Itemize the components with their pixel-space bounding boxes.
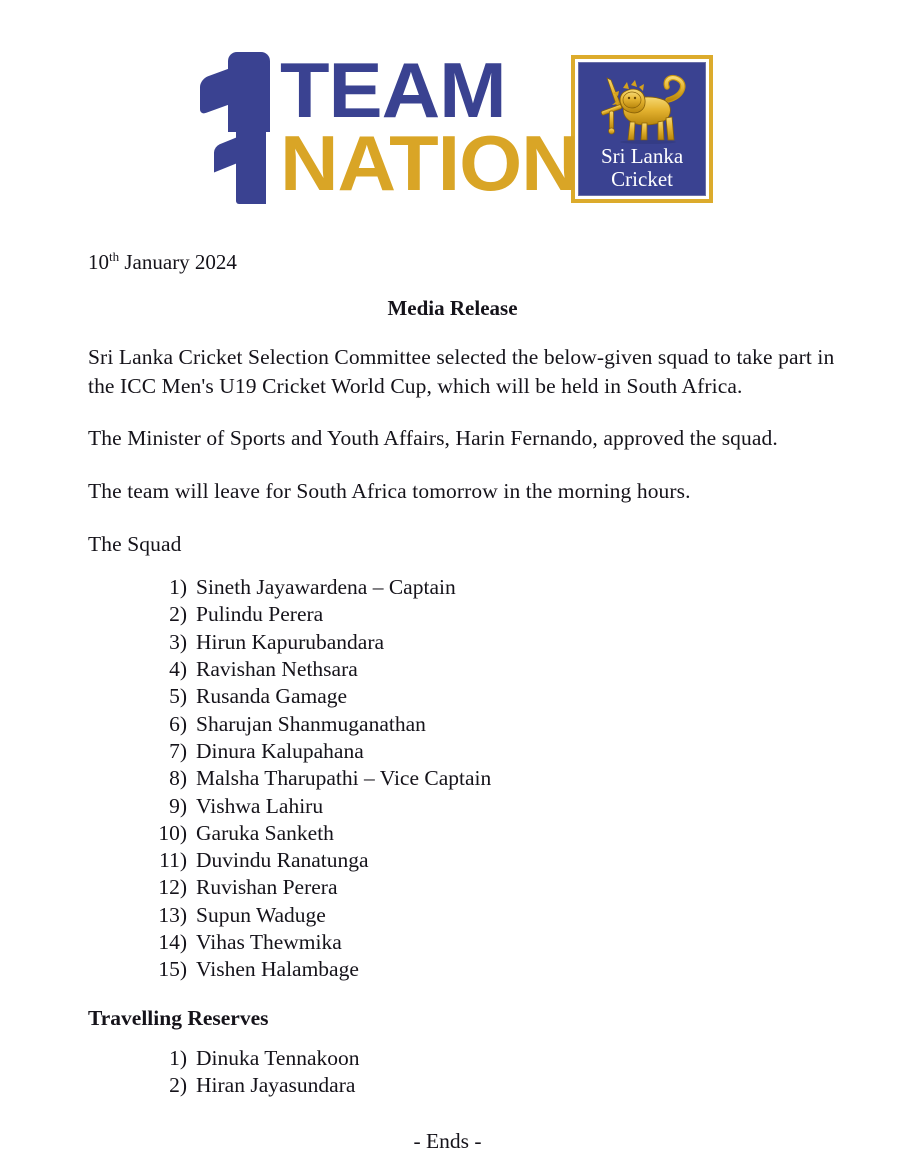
date-month-year: January 2024 (119, 250, 237, 274)
list-item-name: Sineth Jayawardena – Captain (196, 575, 456, 600)
list-item-number: 13) (158, 902, 187, 927)
list-item (142, 683, 847, 710)
list-item (142, 574, 847, 601)
sri-lanka-cricket-crest (571, 55, 713, 203)
date-ordinal-suffix: th (109, 249, 120, 264)
ends-marker: - Ends - (413, 1129, 482, 1154)
list-item-number: 8) (169, 766, 187, 791)
list-item-number: 15) (158, 957, 187, 982)
list-item (142, 874, 847, 901)
list-item-number: 6) (169, 711, 187, 736)
list-item-name: Duvindu Ranatunga (196, 848, 369, 873)
list-item-number: 10) (158, 820, 187, 845)
page-title: Media Release (387, 296, 518, 321)
list-item-number: 14) (158, 930, 187, 955)
list-item-number: 11) (159, 848, 187, 873)
list-item-name: Vishwa Lahiru (196, 793, 324, 818)
release-date (88, 250, 847, 275)
list-item-number: 3) (169, 629, 187, 654)
numeral-one-upper-icon (200, 52, 278, 132)
list-item-name: Ravishan Nethsara (196, 657, 358, 682)
list-item-name: Supun Waduge (196, 902, 326, 927)
list-item-name: Hirun Kapurubandara (196, 629, 385, 654)
list-item (142, 956, 847, 983)
one-team-one-nation-logo (200, 46, 713, 212)
list-item (142, 847, 847, 874)
list-item (142, 820, 847, 847)
list-item (142, 738, 847, 765)
list-item (142, 929, 847, 956)
list-item (142, 711, 847, 738)
squad-heading: The Squad (88, 531, 182, 556)
list-item (142, 656, 847, 683)
reserves-heading: Travelling Reserves (88, 1005, 269, 1030)
lion-with-sword-icon (590, 70, 694, 144)
numeral-one-icon (200, 52, 278, 204)
list-item (142, 1045, 847, 1072)
list-item-number: 4) (169, 657, 187, 682)
list-item-name: Rusanda Gamage (196, 684, 348, 709)
numeral-one-lower-icon (214, 126, 276, 204)
list-item-name: Vishen Halambage (196, 957, 359, 982)
list-item-name: Pulindu Perera (196, 602, 324, 627)
paragraph-minister-approval: The Minister of Sports and Youth Affairs, Harin Fernando, approved the squad. (88, 426, 778, 451)
crest-caption-line-1: Sri Lanka (600, 144, 684, 168)
crest-caption (601, 145, 683, 190)
list-item (142, 902, 847, 929)
list-item-name: Vihas Thewmika (196, 930, 342, 955)
list-item-number: 7) (169, 738, 187, 763)
list-item (142, 601, 847, 628)
list-item-number: 5) (169, 684, 187, 709)
list-item-number: 1) (169, 1045, 187, 1070)
list-item-number: 2) (169, 1072, 187, 1097)
squad-list (142, 574, 847, 983)
list-item-name: Hiran Jayasundara (196, 1072, 356, 1097)
crest-caption-line-2: Cricket (611, 166, 673, 191)
list-item (142, 793, 847, 820)
logo-wordmark (279, 46, 579, 207)
list-item-number: 2) (169, 602, 187, 627)
list-item-name: Malsha Tharupathi – Vice Captain (196, 766, 492, 791)
list-item-name: Garuka Sanketh (196, 820, 334, 845)
list-item-name: Dinuka Tennakoon (196, 1045, 360, 1070)
date-day: 10 (88, 250, 109, 274)
list-item (142, 629, 847, 656)
list-item-number: 12) (158, 875, 187, 900)
logo-word-team: TEAM (279, 46, 506, 134)
letterhead (0, 0, 913, 212)
document-body (0, 250, 913, 1154)
logo-word-nation: NATION (279, 118, 579, 207)
list-item-name: Dinura Kalupahana (196, 738, 364, 763)
list-item (142, 765, 847, 792)
reserves-list (142, 1045, 847, 1100)
list-item-name: Ruvishan Perera (196, 875, 338, 900)
paragraph-selection: Sri Lanka Cricket Selection Committee selected the below-given squad to take part in the ICC Men's U19 Cricket World Cup, which will be held in South Africa. (88, 345, 835, 398)
list-item-name: Sharujan Shanmuganathan (196, 711, 426, 736)
list-item (142, 1072, 847, 1099)
paragraph-departure: The team will leave for South Africa tomorrow in the morning hours. (88, 478, 691, 503)
list-item-number: 9) (169, 793, 187, 818)
list-item-number: 1) (169, 575, 187, 600)
